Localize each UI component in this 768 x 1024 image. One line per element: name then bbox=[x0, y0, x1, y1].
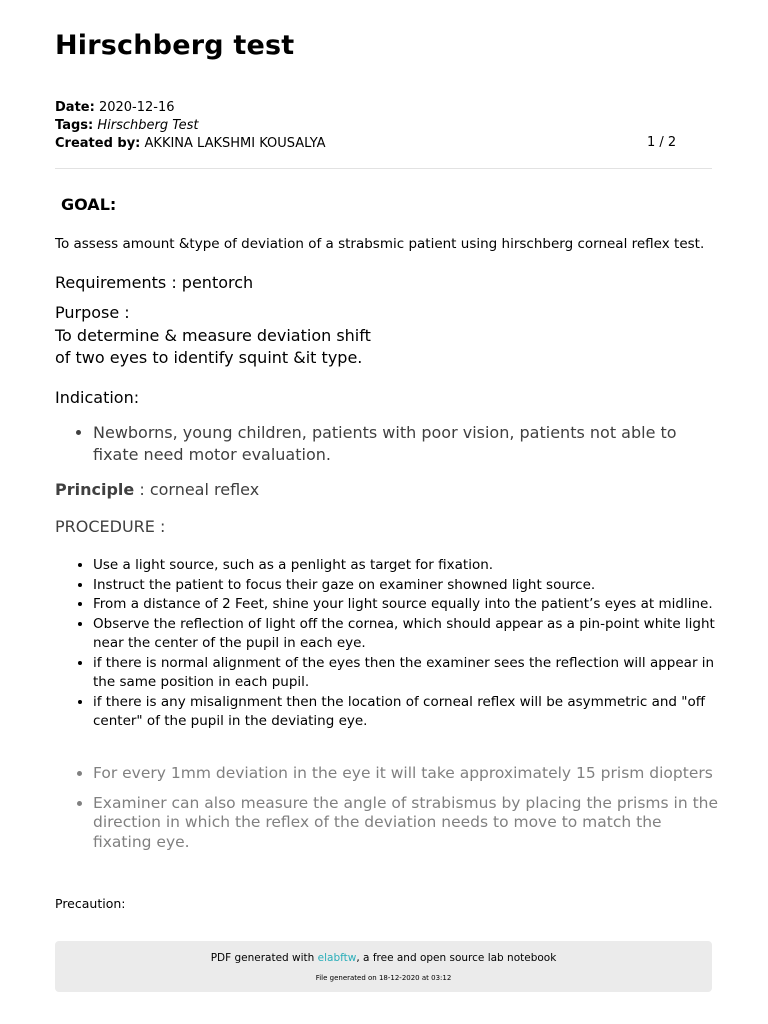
tags-row bbox=[55, 117, 198, 135]
date-row bbox=[55, 99, 175, 117]
pdf-footer bbox=[55, 941, 712, 992]
created-by-label: Created by: bbox=[55, 136, 141, 151]
elabftw-link[interactable]: elabftw bbox=[317, 952, 357, 964]
purpose-line: of two eyes to identify squint &it type. bbox=[55, 348, 363, 367]
list-item: • if there is any misalignment then the location of corneal reflex will be asymmetric and "off center" of the pupil in the deviating eye. bbox=[93, 693, 718, 732]
date-label: Date: bbox=[55, 100, 95, 115]
tag-link[interactable]: Hirschberg Test bbox=[97, 118, 199, 133]
page-number: 1 / 2 bbox=[647, 135, 677, 150]
list-item: • Instruct the patient to focus their gaze on examiner showned light source. bbox=[93, 576, 718, 596]
goal-heading: GOAL: bbox=[61, 195, 117, 214]
tags-label: Tags: bbox=[55, 118, 94, 133]
indication-list bbox=[55, 422, 703, 465]
precaution-label: Precaution: bbox=[55, 896, 126, 911]
procedure-notes bbox=[55, 764, 723, 852]
created-by-row bbox=[55, 135, 326, 153]
procedure-label: PROCEDURE : bbox=[55, 517, 166, 536]
list-item: • Newborns, young children, patients with poor vision, patients not able to fixate need motor evaluation. bbox=[93, 422, 703, 465]
purpose-line: To determine & measure deviation shift bbox=[55, 325, 371, 345]
list-item: • if there is normal alignment of the eyes then the examiner sees the reflection will appear in the same position in each pupil. bbox=[93, 654, 718, 693]
footer-line bbox=[55, 952, 712, 964]
purpose-label: Purpose : bbox=[55, 303, 130, 322]
footer-prefix: PDF generated with bbox=[210, 952, 318, 964]
goal-text: To assess amount &type of deviation of a strabsmic patient using hirschberg corneal reflex test. bbox=[55, 236, 705, 252]
list-item: • Examiner can also measure the angle of strabismus by placing the prisms in the direction in which the reflex of the deviation needs to move to match the fixating eye. bbox=[93, 794, 723, 853]
principle-row bbox=[55, 480, 259, 499]
list-item: • For every 1mm deviation in the eye it will take approximately 15 prism diopters bbox=[93, 764, 723, 784]
page-title: Hirschberg test bbox=[55, 30, 295, 61]
list-item: • From a distance of 2 Feet, shine your light source equally into the patient’s eyes at midline. bbox=[93, 595, 718, 615]
purpose-block bbox=[55, 302, 371, 370]
indication-label: Indication: bbox=[55, 388, 140, 407]
list-item: • Use a light source, such as a penlight as target for fixation. bbox=[93, 556, 718, 576]
list-item: • Observe the reflection of light off the cornea, which should appear as a pin-point white light near the center of the pupil in each eye. bbox=[93, 615, 718, 654]
requirements-text: Requirements : pentorch bbox=[55, 273, 254, 292]
principle-label: Principle bbox=[55, 480, 135, 499]
footer-suffix: , a free and open source lab notebook bbox=[356, 952, 557, 964]
footer-generated: File generated on 18-12-2020 at 03:12 bbox=[315, 974, 452, 982]
principle-text: : corneal reflex bbox=[134, 480, 260, 499]
created-by-value: AKKINA LAKSHMI KOUSALYA bbox=[144, 136, 326, 151]
procedure-list bbox=[55, 556, 718, 732]
divider bbox=[55, 168, 712, 169]
date-value: 2020-12-16 bbox=[98, 100, 175, 115]
